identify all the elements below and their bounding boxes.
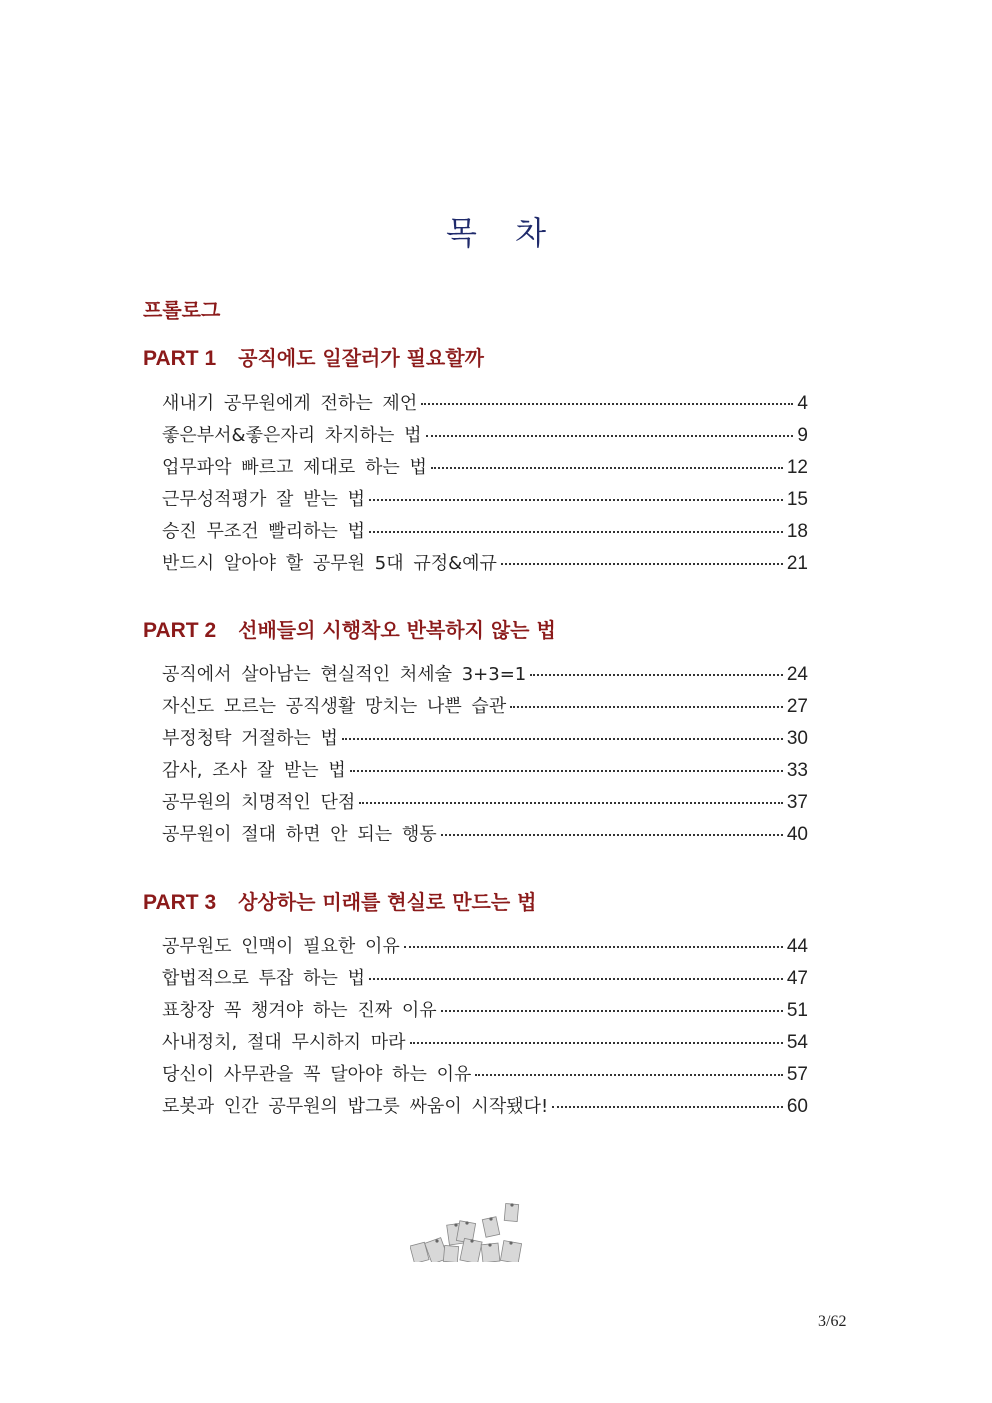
entry-page: 21: [786, 553, 808, 574]
entry-page: 51: [786, 1000, 808, 1021]
leader-dots: [410, 1042, 783, 1044]
entry-page: 60: [786, 1096, 808, 1117]
toc-entry[interactable]: [162, 660, 808, 692]
entry-label: 좋은부서&좋은자리 차지하는 법: [162, 425, 422, 446]
toc-entry[interactable]: [162, 724, 808, 756]
page-indicator: 3/62: [818, 1313, 847, 1330]
entry-page: 40: [786, 824, 808, 845]
toc-entry[interactable]: [162, 549, 808, 581]
leader-dots: [350, 770, 783, 772]
part-title: 공직에도 일잘러가 필요할까: [238, 346, 484, 370]
leader-dots: [426, 435, 794, 437]
entry-page: 27: [786, 696, 808, 717]
part-1-heading[interactable]: [143, 342, 484, 371]
leader-dots: [369, 978, 783, 980]
part-number: PART 3: [143, 891, 217, 914]
leader-dots: [342, 738, 783, 740]
toc-entry[interactable]: [162, 820, 808, 852]
entry-page: 47: [786, 968, 808, 989]
toc-entry[interactable]: [162, 389, 808, 421]
toc-entry[interactable]: [162, 517, 808, 549]
part-title: 선배들의 시행착오 반복하지 않는 법: [238, 618, 556, 642]
entry-label: 사내정치, 절대 무시하지 마라: [162, 1032, 406, 1053]
entry-page: 18: [786, 521, 808, 542]
entry-label: 부정청탁 거절하는 법: [162, 728, 338, 749]
entry-label: 공직에서 살아남는 현실적인 처세술 3+3=1: [162, 664, 527, 685]
leader-dots: [441, 834, 783, 836]
entry-page: 4: [797, 393, 808, 414]
toc-entry[interactable]: [162, 788, 808, 820]
toc-entry[interactable]: [162, 1092, 808, 1124]
leader-dots: [421, 403, 793, 405]
part-2-heading[interactable]: [143, 614, 556, 643]
entry-label: 로봇과 인간 공무원의 밥그릇 싸움이 시작됐다!: [162, 1096, 549, 1117]
entry-label: 표창장 꼭 챙겨야 하는 진짜 이유: [162, 1000, 437, 1021]
entry-label: 승진 무조건 빨리하는 법: [162, 521, 366, 542]
toc-entry[interactable]: [162, 485, 808, 517]
entry-page: 12: [786, 457, 808, 478]
toc-entry[interactable]: [162, 453, 808, 485]
part-number: PART 1: [143, 347, 217, 370]
leader-dots: [552, 1106, 783, 1108]
part-3-heading[interactable]: [143, 886, 536, 915]
leader-dots: [475, 1074, 782, 1076]
leader-dots: [359, 802, 783, 804]
entry-label: 새내기 공무원에게 전하는 제언: [162, 393, 418, 414]
toc-entry[interactable]: [162, 964, 808, 996]
entry-page: 9: [797, 425, 808, 446]
entry-page: 54: [786, 1032, 808, 1053]
entry-label: 업무파악 빠르고 제대로 하는 법: [162, 457, 427, 478]
leader-dots: [369, 499, 783, 501]
entry-page: 57: [786, 1064, 808, 1085]
entry-label: 당신이 사무관을 꼭 달아야 하는 이유: [162, 1064, 472, 1085]
leader-dots: [404, 946, 783, 948]
entry-label: 자신도 모르는 공직생활 망치는 나쁜 습관: [162, 696, 507, 717]
toc-title: 목 차: [446, 214, 560, 252]
entry-label: 공무원도 인맥이 필요한 이유: [162, 936, 400, 957]
entry-page: 33: [786, 760, 808, 781]
scattered-documents-icon: [410, 1200, 525, 1262]
leader-dots: [441, 1010, 783, 1012]
toc-entry[interactable]: [162, 1028, 808, 1060]
entry-label: 합법적으로 투잡 하는 법: [162, 968, 366, 989]
toc-entry[interactable]: [162, 932, 808, 964]
toc-entry[interactable]: [162, 421, 808, 453]
entry-page: 30: [786, 728, 808, 749]
part-1-entries: [162, 389, 808, 581]
toc-entry[interactable]: [162, 756, 808, 788]
leader-dots: [530, 674, 783, 676]
entry-page: 37: [786, 792, 808, 813]
entry-label: 감사, 조사 잘 받는 법: [162, 760, 346, 781]
leader-dots: [431, 467, 783, 469]
entry-label: 공무원의 치명적인 단점: [162, 792, 356, 813]
entry-label: 반드시 알아야 할 공무원 5대 규정&예규: [162, 553, 497, 574]
toc-entry[interactable]: [162, 1060, 808, 1092]
entry-label: 공무원이 절대 하면 안 되는 행동: [162, 824, 437, 845]
toc-entry[interactable]: [162, 996, 808, 1028]
part-2-entries: [162, 660, 808, 852]
leader-dots: [510, 706, 783, 708]
entry-page: 15: [786, 489, 808, 510]
part-title: 상상하는 미래를 현실로 만드는 법: [238, 890, 537, 914]
entry-page: 24: [786, 664, 808, 685]
leader-dots: [369, 531, 783, 533]
entry-label: 근무성적평가 잘 받는 법: [162, 489, 366, 510]
prologue-heading[interactable]: 프롤로그: [143, 298, 221, 322]
part-3-entries: [162, 932, 808, 1124]
leader-dots: [501, 563, 783, 565]
entry-page: 44: [786, 936, 808, 957]
toc-entry[interactable]: [162, 692, 808, 724]
part-number: PART 2: [143, 619, 217, 642]
